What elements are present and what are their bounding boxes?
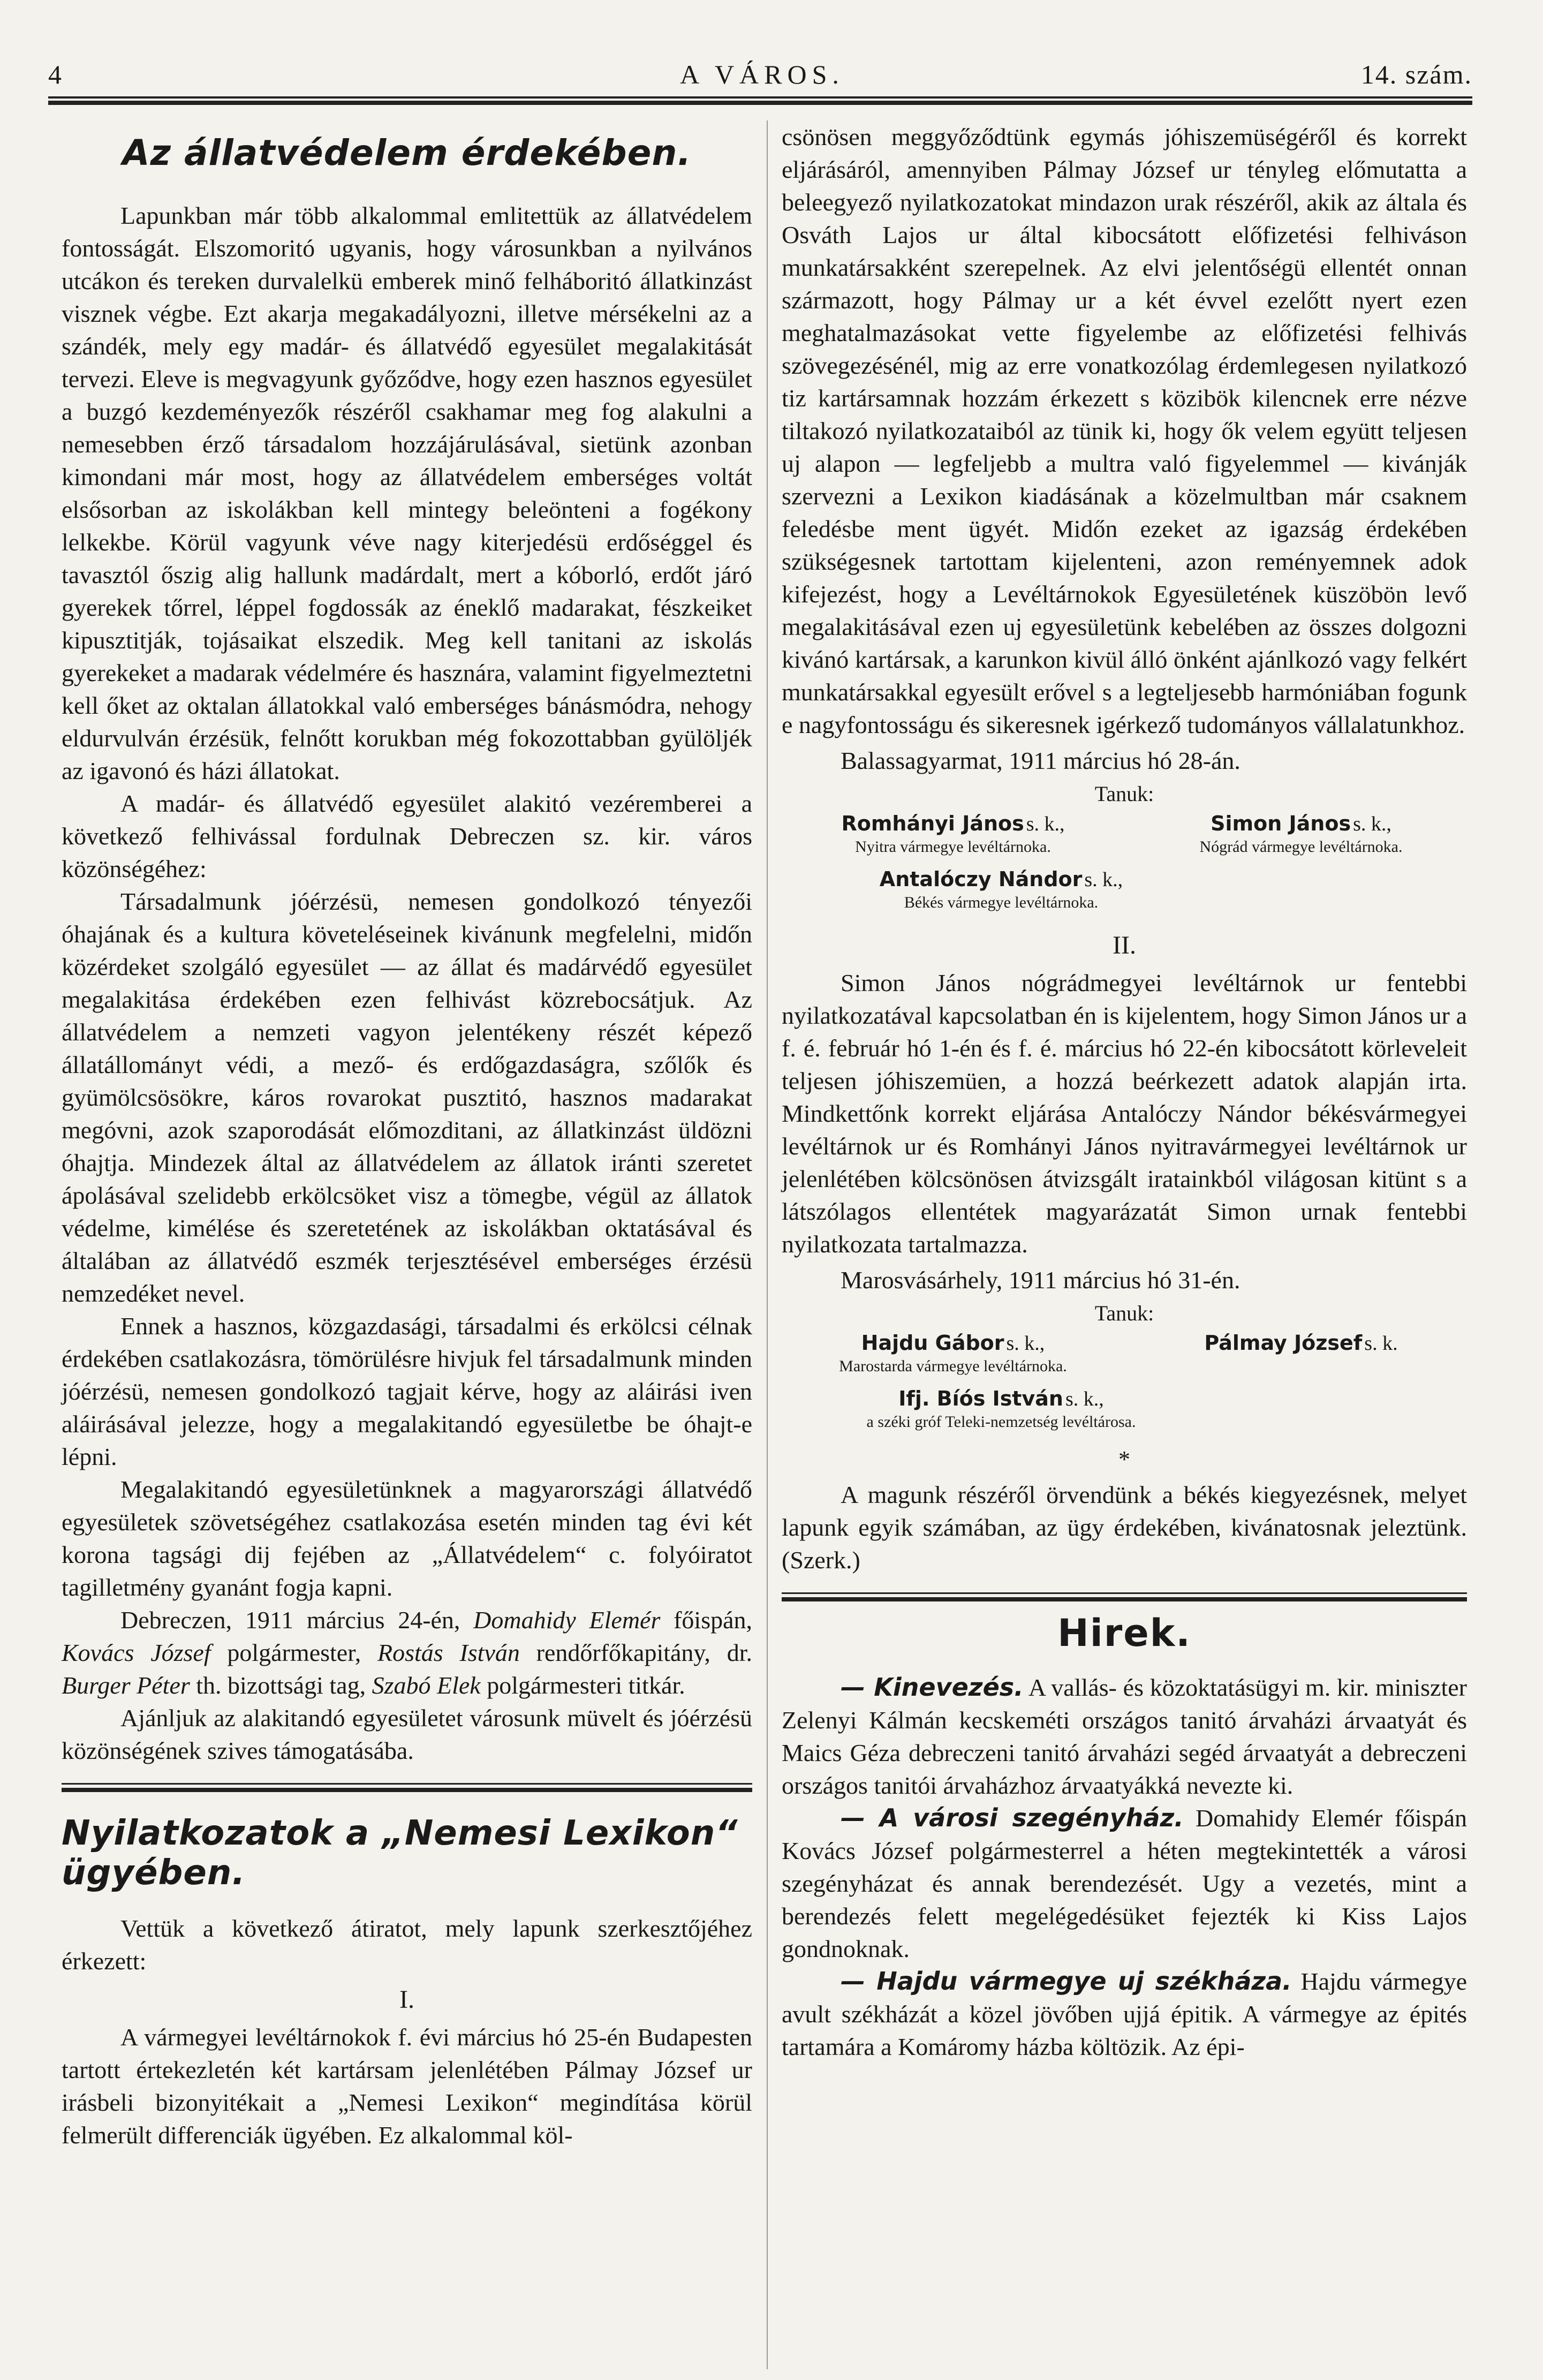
signer-role: Marostarda vármegye levéltárnoka. <box>839 1357 1067 1375</box>
signer-sk: s. k., <box>1084 868 1123 891</box>
signer-sk: s. k., <box>1006 1332 1045 1355</box>
signature-block <box>803 812 1103 856</box>
signer-role: Nógrád vármegye levéltárnoka. <box>1199 838 1403 856</box>
news-item-heading: — Hajdu vármegye uj székháza. <box>841 1967 1292 1996</box>
signatory-title: th. bizottsági tag, <box>196 1672 366 1699</box>
signatory-name: Burger Péter <box>62 1672 190 1699</box>
signer-name: Pálmay József <box>1204 1331 1363 1355</box>
signatory-title: rendőrfőkapitány, dr. <box>536 1639 752 1666</box>
article-paragraph: Lapunkban már több alkalommal emlitettük az állatvédelem fontosságát. Elszomoritó ugyanis, hogy városunkban a nyilvános utcákon és tereken durvalelkü emberek minő felháboritó állatkinzást visznek végbe. Ezt akarja megakadályozni, illetve mérsékelni az a szándék, mely egy madár- és állatvédő egyesület megalakitását tervezi. Eleve is megvagyunk győződve, hogy ezen hasznos egyesület a buzgó kezdeményezők részéről csakhamar meg fog alakulni a nemesebben érző társadalom hozzájárulásával, sietünk azonban kimondani már most, hogy az állatvédelem emberséges voltát elsősorban az iskolákban kell mintegy beleönteni a fogékony lelkekbe. Körül vagyunk véve nagy kiterjedésü erdőséggel és tavasztól őszig alig hallunk madárdalt, mert a kóborló, erdőt járó gyerekek tőrrel, léppel fogdossák az éneklő madarakat, fészkeiket kipusztitják, tojásaikat elszedik. Meg kell tanitani az iskolás gyerekeket a madarak védelmére és hasznára, valamint figyelmeztetni kell őket az oktalan állatokkal való emberséges bánásmódra, nehogy eldurvulván érzésük, felnőtt korukban még fokozottabban gyülöljék az igavonó és házi állatokat. <box>62 202 752 784</box>
header-rule-thick <box>48 101 1472 105</box>
signature-paragraph <box>62 1604 752 1702</box>
signature-block <box>851 1387 1151 1431</box>
column-divider <box>767 120 768 2369</box>
signer-name: Antalóczy Nándor <box>879 867 1083 891</box>
article-headline-animal-protection: Az állatvédelem érdekében. <box>122 132 692 173</box>
article-paragraph: csönösen meggyőződtünk egymás jóhiszemüségéről és korrekt eljárásáról, amennyiben Pálmay József ur tényleg előmutatta a beleegyező nyilatkozatokat mindazon urak részéről, akik az általa és Osváth Lajos ur által kibocsátott előfizetési felhiváson munkatársakként szerepelnek. Az elvi jelentőségü ellentét onnan származott, hogy Pálmay ur a két évvel ezelőtt nyert ezen meghatalmazásokat vette figyelembe az előfizetési felhivás szövegezésénél, mig az erre vonatkozólag érdemlegesen nyilatkozó tiz kartársamnak hozzám érkezett s közibök kilencnek erre nézve tiltakozó nyilatkozataiból az tünik ki, hogy ők velem együtt teljesen uj alapon — legfeljebb a multra való figyelemmel — kivánják szervezni a Lexikon kiadásának a közelmultban már csaknem feledésbe ment ügyét. Midőn ezeket az igazság érdekében szükségesnek tartottam kijelenteni, azon reményemnek adok kifejezést, hogy a Levéltárnokok Egyesületének küszöbön levő megalakitásával ezen uj egyesületünk kebelében az összes dolgozni kivánó kartársak, a karunkon kivül álló önként ajánlkozó vagy felkért munkatársakkal egyesült erővel s a legteljesebb harmóniában fogunk e nagyfontosságu és sikeresnek igérkező tudományos vállalatunkhoz. <box>782 123 1467 738</box>
signature-row <box>782 1331 1467 1387</box>
signer-name: Simon János <box>1211 812 1351 835</box>
dateline: Balassagyarmat, 1911 március hó 28-án. <box>841 747 1241 774</box>
signer-name: Hajdu Gábor <box>861 1331 1004 1355</box>
article-paragraph: Simon János nógrádmegyei levéltárnok ur fentebbi nyilatkozatával kapcsolatban én is kijelentem, hogy Simon János ur a f. é. február hó 1-én és f. é. március hó 22-én kibocsátott körleveleit teljesen jóhiszemüen, a hozzá beérkezett adatok alapján irta. Mindkettőnk korrekt eljárása Antalóczy Nándor békésvármegyei levéltárnok ur és Romhányi János nyitravármegyei levéltárnok ur jelenlétében kölcsönösen átvizsgált iratainkból világosan kitünt s a látszólagos ellentétek magyarázatát Simon urnak fentebbi nyilatkozata tartalmazza. <box>782 969 1467 1258</box>
header-rule-thin <box>48 96 1472 99</box>
article-intro: Vettük a következő átiratot, mely lapunk szerkesztőjéhez érkezett: <box>62 1915 752 1975</box>
news-item <box>782 1671 1467 1802</box>
news-item-text: Hajdu vármegye avult székházát a közel jövőben ujjá épitik. A vármegye az épités tartamára a Komáromy házba költözik. Az épi- <box>782 1968 1467 2060</box>
article-paragraph: Ennek a hasznos, közgazdasági, társadalmi és erkölcsi célnak érdekében csatlakozásra, tömörülésre hivjuk fel társadalmunk minden jóérzésü, nemesen gondolkozó tagjait kérve, hogy az aláirási iven aláirásával jelezze, hogy a megalakitandó egyesületbe be óhajt-e lépni. <box>62 1312 752 1470</box>
signer-role: a széki gróf Teleki-nemzetség levéltárosa. <box>866 1413 1136 1431</box>
signature-row <box>782 1387 1467 1442</box>
section-number: II. <box>1113 931 1136 959</box>
news-item-heading: — Kinevezés. <box>841 1673 1024 1702</box>
article-closing: Ajánljuk az alakitandó egyesületet városunk müvelt és jóérzésü közönségének szives támogatásába. <box>62 1704 752 1764</box>
signature-block <box>1146 812 1456 856</box>
news-item-text: A vallás- és közoktatásügyi m. kir. miniszter Zelenyi Kálmán kecskeméti országos tanitó árvaházi árvaatyát és Maics Géza debreczeni tanitó árvaházi segéd árvaatyát a debreczeni országos tanitói árvaházhoz árvaatyákká nevezte ki. <box>782 1674 1467 1799</box>
signature-block <box>1146 1331 1456 1355</box>
signatory-name: Kovács József <box>62 1639 211 1666</box>
signatory-title: polgármester, <box>227 1639 361 1666</box>
news-item <box>782 1965 1467 2063</box>
editor-note: A magunk részéről örvendünk a békés kiegyezésnek, melyet lapunk egyik számában, az ügy érdekében, kivánatosnak jeleztünk. (Szerk.) <box>782 1481 1467 1574</box>
signatory-title: polgármesteri titkár. <box>487 1672 685 1699</box>
newspaper-title: A VÁROS. <box>680 59 844 89</box>
news-item <box>782 1802 1467 1965</box>
signer-sk: s. k., <box>1065 1388 1104 1410</box>
separator-star: * <box>1118 1446 1130 1472</box>
signature-prefix: Debreczen, 1911 március 24-én, <box>120 1606 460 1634</box>
witness-label: Tanuk: <box>1094 1301 1154 1325</box>
left-column <box>62 120 752 2151</box>
news-section-title: Hirek. <box>1057 1611 1191 1655</box>
news-item-heading: — A városi szegényház. <box>841 1803 1184 1832</box>
section-divider <box>782 1592 1467 1601</box>
signatory-name: Rostás István <box>377 1639 520 1666</box>
witness-label: Tanuk: <box>1094 782 1154 806</box>
article-paragraph: A vármegyei levéltárnokok f. évi március hó 25-én Budapesten tartott értekezletén két kartársam jelenlétében Pálmay József ur irásbeli bizonyitékait a „Nemesi Lexikon“ megindítása körül felmerült differenciák ügyében. Ez alkalommal köl- <box>62 2023 752 2149</box>
signatory-name: Domahidy Elemér <box>473 1606 661 1634</box>
signer-sk: s. k., <box>1026 813 1065 835</box>
signer-sk: s. k. <box>1364 1332 1398 1355</box>
right-column <box>782 120 1467 2063</box>
article-headline-nemesi-lexikon: Nyilatkozatok a „Nemesi Lexikon“ ügyében. <box>62 1814 738 1893</box>
signer-sk: s. k., <box>1353 813 1391 835</box>
signatory-title: főispán, <box>674 1606 753 1634</box>
signature-block <box>851 867 1151 912</box>
signer-role: Békés vármegye levéltárnoka. <box>904 894 1099 911</box>
signer-name: Ifj. Bíós István <box>898 1387 1063 1410</box>
section-number: I. <box>399 1985 414 2014</box>
signer-name: Romhányi János <box>841 812 1024 835</box>
page-number: 4 <box>48 59 63 89</box>
article-paragraph: A madár- és állatvédő egyesület alakitó vezéremberei a következő felhivással fordulnak Debreczen sz. kir. város közönségéhez: <box>62 790 752 882</box>
signature-row <box>782 812 1467 867</box>
section-divider <box>62 1783 752 1792</box>
issue-number: 14. szám. <box>1360 59 1472 89</box>
signature-block <box>803 1331 1103 1376</box>
dateline: Marosvásárhely, 1911 március hó 31-én. <box>841 1266 1241 1294</box>
article-paragraph: Megalakitandó egyesületünknek a magyarországi állatvédő egyesületek szövetségéhez csatlakozása esetén minden tag évi két korona tagsági dij fejében az „Állatvédelem“ c. folyóiratot tagilletmény gyanánt fogja kapni. <box>62 1476 752 1601</box>
news-item-text: Domahidy Elemér főispán Kovács József polgármesterrel a héten megtekintették a városi szegényházat és annak berendezését. Ugy a vezetés, mint a berendezés felett megelégedésüket fejezték ki Kiss Lajos gondnoknak. <box>782 1804 1468 1962</box>
running-header <box>48 59 1472 96</box>
signer-role: Nyitra vármegye levéltárnoka. <box>855 838 1051 856</box>
signatory-name: Szabó Elek <box>372 1672 481 1699</box>
signature-row <box>782 867 1467 923</box>
article-paragraph: Társadalmunk jóérzésü, nemesen gondolkozó tényezői óhajának és a kultura követeléseinek kivánunk megfelelni, midőn közérdeket szolgáló egyesület — az állat és madárvédő egyesület megalakitása érdekében ezen felhivást közrebocsátjuk. Az állatvédelem a nemzeti vagyon jelentékeny részét képező állatállományt védi, a mező- és erdőgazdaságra, szőlők és gyümölcsösökre, káros rovarokat pusztitó, hasznos madarakat megóvni, azok szaporodását előmozditani, az állatkinzást üldözni óhajtja. Mindezek által az állatvédelem az állatok iránti szeretet ápolásával szelidebb erkölcsöket visz a tömegbe, végül az állatok védelme, kimélése és szeretetének az iskolákban oktatásával és általában az állatvédő eszmék terjesztésével emberséges érzésü nemzedéket nevel. <box>62 888 752 1307</box>
